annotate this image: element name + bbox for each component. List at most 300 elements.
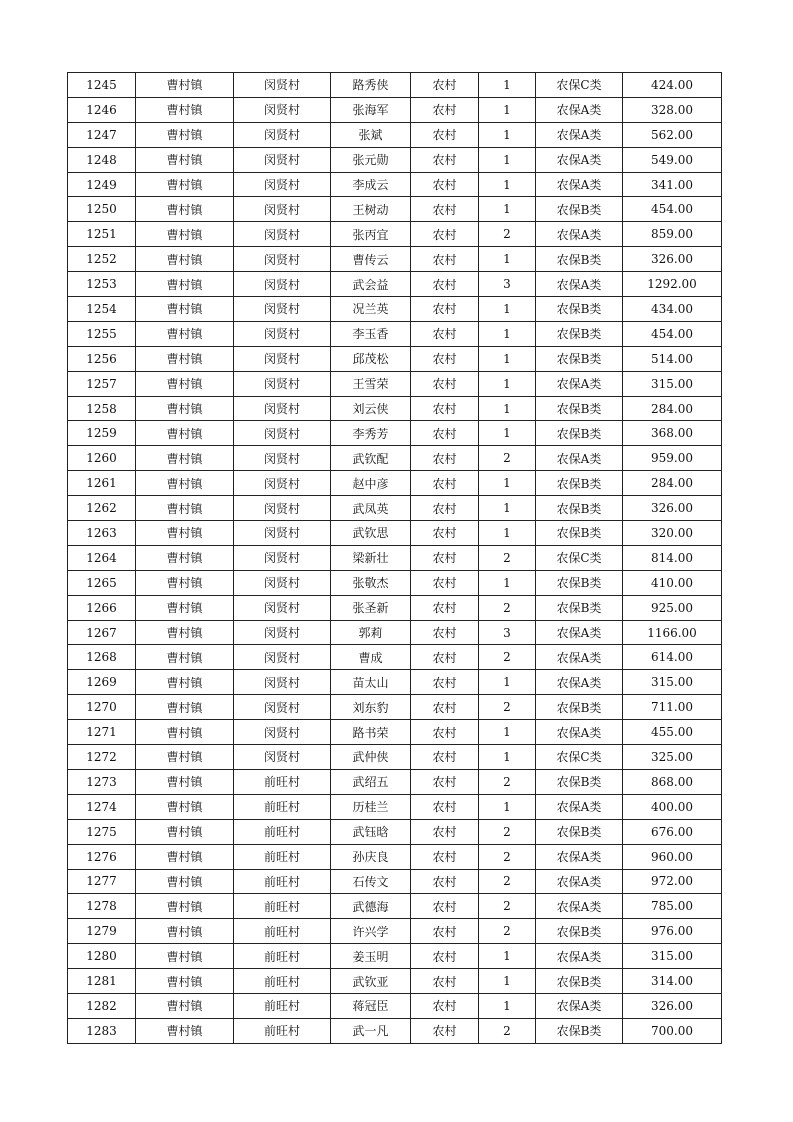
cell-village: 闵贤村	[234, 570, 331, 595]
cell-name: 张圣新	[331, 595, 411, 620]
cell-amount: 284.00	[623, 471, 722, 496]
cell-village: 前旺村	[234, 844, 331, 869]
table-row	[68, 247, 722, 272]
cell-name: 石传文	[331, 869, 411, 894]
table-row	[68, 595, 722, 620]
cell-insurance-category: 农保A类	[536, 172, 623, 197]
cell-amount: 326.00	[623, 993, 722, 1018]
cell-people-count: 1	[479, 720, 536, 745]
cell-name: 武会益	[331, 272, 411, 297]
cell-people-count: 2	[479, 222, 536, 247]
cell-name: 武绍五	[331, 769, 411, 794]
cell-insurance-category: 农保A类	[536, 720, 623, 745]
cell-household-type: 农村	[411, 720, 479, 745]
table-row	[68, 645, 722, 670]
cell-town: 曹村镇	[136, 222, 234, 247]
cell-people-count: 2	[479, 769, 536, 794]
cell-people-count: 1	[479, 521, 536, 546]
cell-people-count: 2	[479, 545, 536, 570]
cell-amount: 368.00	[623, 421, 722, 446]
cell-amount: 562.00	[623, 122, 722, 147]
cell-insurance-category: 农保B类	[536, 969, 623, 994]
cell-village: 闵贤村	[234, 421, 331, 446]
cell-row-number: 1270	[68, 695, 136, 720]
cell-village: 闵贤村	[234, 720, 331, 745]
cell-insurance-category: 农保B类	[536, 247, 623, 272]
cell-people-count: 2	[479, 645, 536, 670]
cell-insurance-category: 农保A类	[536, 371, 623, 396]
cell-insurance-category: 农保C类	[536, 73, 623, 98]
cell-town: 曹村镇	[136, 993, 234, 1018]
cell-insurance-category: 农保B类	[536, 595, 623, 620]
cell-name: 刘东豹	[331, 695, 411, 720]
table-row	[68, 197, 722, 222]
cell-town: 曹村镇	[136, 844, 234, 869]
cell-row-number: 1267	[68, 620, 136, 645]
cell-people-count: 1	[479, 944, 536, 969]
cell-amount: 1166.00	[623, 620, 722, 645]
cell-village: 闵贤村	[234, 222, 331, 247]
cell-name: 武凤英	[331, 496, 411, 521]
cell-town: 曹村镇	[136, 371, 234, 396]
cell-town: 曹村镇	[136, 147, 234, 172]
cell-household-type: 农村	[411, 745, 479, 770]
cell-insurance-category: 农保A类	[536, 446, 623, 471]
cell-town: 曹村镇	[136, 769, 234, 794]
cell-household-type: 农村	[411, 993, 479, 1018]
cell-insurance-category: 农保A类	[536, 894, 623, 919]
cell-household-type: 农村	[411, 645, 479, 670]
cell-town: 曹村镇	[136, 396, 234, 421]
cell-village: 闵贤村	[234, 545, 331, 570]
cell-town: 曹村镇	[136, 894, 234, 919]
cell-insurance-category: 农保B类	[536, 570, 623, 595]
cell-row-number: 1258	[68, 396, 136, 421]
table-row	[68, 222, 722, 247]
cell-amount: 925.00	[623, 595, 722, 620]
cell-town: 曹村镇	[136, 620, 234, 645]
cell-name: 李玉香	[331, 321, 411, 346]
cell-town: 曹村镇	[136, 570, 234, 595]
table-row	[68, 894, 722, 919]
cell-people-count: 1	[479, 147, 536, 172]
cell-people-count: 1	[479, 172, 536, 197]
cell-row-number: 1275	[68, 819, 136, 844]
cell-people-count: 1	[479, 122, 536, 147]
cell-amount: 320.00	[623, 521, 722, 546]
cell-name: 武钦亚	[331, 969, 411, 994]
cell-name: 张丙宜	[331, 222, 411, 247]
cell-people-count: 1	[479, 297, 536, 322]
cell-village: 闵贤村	[234, 645, 331, 670]
cell-name: 路书荣	[331, 720, 411, 745]
cell-town: 曹村镇	[136, 869, 234, 894]
table-row	[68, 794, 722, 819]
cell-people-count: 1	[479, 73, 536, 98]
cell-town: 曹村镇	[136, 197, 234, 222]
cell-row-number: 1273	[68, 769, 136, 794]
cell-village: 前旺村	[234, 993, 331, 1018]
cell-village: 闵贤村	[234, 73, 331, 98]
cell-town: 曹村镇	[136, 969, 234, 994]
cell-village: 闵贤村	[234, 496, 331, 521]
cell-row-number: 1268	[68, 645, 136, 670]
cell-town: 曹村镇	[136, 297, 234, 322]
cell-insurance-category: 农保A类	[536, 670, 623, 695]
cell-name: 许兴学	[331, 919, 411, 944]
cell-town: 曹村镇	[136, 73, 234, 98]
cell-household-type: 农村	[411, 272, 479, 297]
cell-name: 张海军	[331, 97, 411, 122]
cell-village: 前旺村	[234, 944, 331, 969]
cell-insurance-category: 农保B类	[536, 496, 623, 521]
cell-row-number: 1261	[68, 471, 136, 496]
cell-village: 闵贤村	[234, 471, 331, 496]
cell-people-count: 1	[479, 969, 536, 994]
table-row	[68, 620, 722, 645]
table-row	[68, 545, 722, 570]
table-row	[68, 97, 722, 122]
cell-insurance-category: 农保A类	[536, 645, 623, 670]
table-row	[68, 321, 722, 346]
cell-household-type: 农村	[411, 97, 479, 122]
cell-town: 曹村镇	[136, 446, 234, 471]
cell-row-number: 1269	[68, 670, 136, 695]
cell-insurance-category: 农保A类	[536, 272, 623, 297]
cell-people-count: 2	[479, 894, 536, 919]
cell-town: 曹村镇	[136, 794, 234, 819]
cell-row-number: 1277	[68, 869, 136, 894]
cell-village: 闵贤村	[234, 670, 331, 695]
cell-people-count: 1	[479, 371, 536, 396]
cell-people-count: 2	[479, 446, 536, 471]
cell-town: 曹村镇	[136, 521, 234, 546]
cell-row-number: 1249	[68, 172, 136, 197]
cell-village: 前旺村	[234, 819, 331, 844]
cell-town: 曹村镇	[136, 471, 234, 496]
cell-row-number: 1265	[68, 570, 136, 595]
cell-household-type: 农村	[411, 521, 479, 546]
table-row	[68, 371, 722, 396]
cell-amount: 424.00	[623, 73, 722, 98]
cell-insurance-category: 农保C类	[536, 545, 623, 570]
cell-people-count: 3	[479, 620, 536, 645]
cell-row-number: 1252	[68, 247, 136, 272]
cell-village: 前旺村	[234, 894, 331, 919]
cell-village: 前旺村	[234, 969, 331, 994]
cell-row-number: 1263	[68, 521, 136, 546]
cell-household-type: 农村	[411, 446, 479, 471]
cell-row-number: 1279	[68, 919, 136, 944]
cell-insurance-category: 农保C类	[536, 745, 623, 770]
cell-people-count: 1	[479, 993, 536, 1018]
cell-name: 张斌	[331, 122, 411, 147]
cell-amount: 676.00	[623, 819, 722, 844]
cell-name: 武钰晗	[331, 819, 411, 844]
cell-town: 曹村镇	[136, 321, 234, 346]
cell-household-type: 农村	[411, 122, 479, 147]
cell-row-number: 1264	[68, 545, 136, 570]
cell-household-type: 农村	[411, 371, 479, 396]
cell-name: 李成云	[331, 172, 411, 197]
table-row	[68, 446, 722, 471]
cell-insurance-category: 农保A类	[536, 147, 623, 172]
cell-amount: 454.00	[623, 321, 722, 346]
cell-amount: 455.00	[623, 720, 722, 745]
cell-name: 孙庆良	[331, 844, 411, 869]
cell-insurance-category: 农保A类	[536, 222, 623, 247]
cell-people-count: 2	[479, 844, 536, 869]
cell-household-type: 农村	[411, 695, 479, 720]
table-row	[68, 844, 722, 869]
cell-people-count: 2	[479, 595, 536, 620]
cell-row-number: 1271	[68, 720, 136, 745]
cell-household-type: 农村	[411, 421, 479, 446]
cell-town: 曹村镇	[136, 645, 234, 670]
cell-name: 路秀侠	[331, 73, 411, 98]
cell-amount: 454.00	[623, 197, 722, 222]
cell-insurance-category: 农保A类	[536, 122, 623, 147]
cell-people-count: 1	[479, 421, 536, 446]
cell-amount: 785.00	[623, 894, 722, 919]
cell-name: 曹成	[331, 645, 411, 670]
cell-town: 曹村镇	[136, 122, 234, 147]
cell-amount: 326.00	[623, 496, 722, 521]
cell-household-type: 农村	[411, 570, 479, 595]
cell-household-type: 农村	[411, 869, 479, 894]
cell-name: 武钦思	[331, 521, 411, 546]
cell-household-type: 农村	[411, 222, 479, 247]
table-row	[68, 346, 722, 371]
cell-name: 王树动	[331, 197, 411, 222]
cell-insurance-category: 农保A类	[536, 944, 623, 969]
cell-village: 闵贤村	[234, 272, 331, 297]
table-row	[68, 869, 722, 894]
table-row	[68, 396, 722, 421]
cell-amount: 514.00	[623, 346, 722, 371]
table-row	[68, 745, 722, 770]
cell-insurance-category: 农保B类	[536, 396, 623, 421]
cell-village: 闵贤村	[234, 620, 331, 645]
cell-name: 况兰英	[331, 297, 411, 322]
cell-town: 曹村镇	[136, 819, 234, 844]
cell-people-count: 1	[479, 346, 536, 371]
cell-amount: 434.00	[623, 297, 722, 322]
cell-amount: 284.00	[623, 396, 722, 421]
cell-insurance-category: 农保B类	[536, 521, 623, 546]
cell-insurance-category: 农保B类	[536, 346, 623, 371]
cell-people-count: 2	[479, 695, 536, 720]
cell-village: 闵贤村	[234, 521, 331, 546]
cell-household-type: 农村	[411, 670, 479, 695]
table-row	[68, 421, 722, 446]
cell-village: 前旺村	[234, 794, 331, 819]
table-row	[68, 471, 722, 496]
cell-household-type: 农村	[411, 944, 479, 969]
cell-amount: 325.00	[623, 745, 722, 770]
cell-household-type: 农村	[411, 620, 479, 645]
cell-town: 曹村镇	[136, 670, 234, 695]
cell-town: 曹村镇	[136, 172, 234, 197]
cell-name: 李秀芳	[331, 421, 411, 446]
cell-household-type: 农村	[411, 545, 479, 570]
cell-insurance-category: 农保A类	[536, 993, 623, 1018]
cell-household-type: 农村	[411, 346, 479, 371]
cell-row-number: 1280	[68, 944, 136, 969]
cell-village: 闵贤村	[234, 297, 331, 322]
cell-people-count: 1	[479, 321, 536, 346]
table-row	[68, 496, 722, 521]
cell-name: 刘云侠	[331, 396, 411, 421]
cell-insurance-category: 农保B类	[536, 819, 623, 844]
cell-town: 曹村镇	[136, 745, 234, 770]
cell-town: 曹村镇	[136, 272, 234, 297]
cell-amount: 549.00	[623, 147, 722, 172]
cell-row-number: 1281	[68, 969, 136, 994]
cell-row-number: 1274	[68, 794, 136, 819]
cell-row-number: 1248	[68, 147, 136, 172]
cell-row-number: 1259	[68, 421, 136, 446]
cell-town: 曹村镇	[136, 545, 234, 570]
cell-amount: 326.00	[623, 247, 722, 272]
cell-household-type: 农村	[411, 147, 479, 172]
cell-name: 蒋冠臣	[331, 993, 411, 1018]
table-row	[68, 521, 722, 546]
cell-household-type: 农村	[411, 172, 479, 197]
cell-row-number: 1255	[68, 321, 136, 346]
cell-household-type: 农村	[411, 595, 479, 620]
cell-people-count: 1	[479, 570, 536, 595]
cell-row-number: 1246	[68, 97, 136, 122]
cell-town: 曹村镇	[136, 695, 234, 720]
table-row	[68, 73, 722, 98]
table-row	[68, 147, 722, 172]
cell-village: 闵贤村	[234, 371, 331, 396]
cell-insurance-category: 农保B类	[536, 421, 623, 446]
cell-insurance-category: 农保B类	[536, 695, 623, 720]
cell-amount: 976.00	[623, 919, 722, 944]
cell-name: 郭莉	[331, 620, 411, 645]
table-row	[68, 297, 722, 322]
cell-amount: 868.00	[623, 769, 722, 794]
cell-town: 曹村镇	[136, 720, 234, 745]
cell-insurance-category: 农保A类	[536, 620, 623, 645]
cell-people-count: 1	[479, 670, 536, 695]
cell-name: 邱茂松	[331, 346, 411, 371]
cell-household-type: 农村	[411, 769, 479, 794]
cell-household-type: 农村	[411, 844, 479, 869]
cell-household-type: 农村	[411, 297, 479, 322]
cell-amount: 314.00	[623, 969, 722, 994]
cell-amount: 1292.00	[623, 272, 722, 297]
cell-name: 曹传云	[331, 247, 411, 272]
cell-people-count: 2	[479, 869, 536, 894]
cell-name: 张敬杰	[331, 570, 411, 595]
cell-insurance-category: 农保A类	[536, 869, 623, 894]
cell-household-type: 农村	[411, 496, 479, 521]
cell-village: 闵贤村	[234, 147, 331, 172]
cell-name: 梁新壮	[331, 545, 411, 570]
cell-insurance-category: 农保B类	[536, 321, 623, 346]
cell-town: 曹村镇	[136, 1018, 234, 1043]
cell-amount: 960.00	[623, 844, 722, 869]
cell-row-number: 1276	[68, 844, 136, 869]
cell-town: 曹村镇	[136, 595, 234, 620]
cell-village: 闵贤村	[234, 346, 331, 371]
cell-village: 闵贤村	[234, 745, 331, 770]
cell-row-number: 1262	[68, 496, 136, 521]
cell-amount: 972.00	[623, 869, 722, 894]
table-row	[68, 944, 722, 969]
cell-insurance-category: 农保A类	[536, 794, 623, 819]
cell-amount: 711.00	[623, 695, 722, 720]
cell-amount: 315.00	[623, 670, 722, 695]
cell-town: 曹村镇	[136, 346, 234, 371]
cell-town: 曹村镇	[136, 97, 234, 122]
cell-row-number: 1272	[68, 745, 136, 770]
cell-village: 闵贤村	[234, 446, 331, 471]
cell-amount: 328.00	[623, 97, 722, 122]
cell-row-number: 1251	[68, 222, 136, 247]
cell-household-type: 农村	[411, 197, 479, 222]
cell-household-type: 农村	[411, 919, 479, 944]
cell-town: 曹村镇	[136, 421, 234, 446]
cell-row-number: 1245	[68, 73, 136, 98]
cell-amount: 315.00	[623, 371, 722, 396]
cell-village: 前旺村	[234, 919, 331, 944]
table-row	[68, 993, 722, 1018]
cell-village: 闵贤村	[234, 247, 331, 272]
cell-row-number: 1256	[68, 346, 136, 371]
cell-name: 赵中彦	[331, 471, 411, 496]
cell-village: 闵贤村	[234, 172, 331, 197]
cell-row-number: 1282	[68, 993, 136, 1018]
cell-amount: 614.00	[623, 645, 722, 670]
cell-name: 王雪荣	[331, 371, 411, 396]
cell-name: 历桂兰	[331, 794, 411, 819]
cell-row-number: 1278	[68, 894, 136, 919]
cell-town: 曹村镇	[136, 247, 234, 272]
cell-row-number: 1250	[68, 197, 136, 222]
cell-household-type: 农村	[411, 471, 479, 496]
cell-name: 武德海	[331, 894, 411, 919]
cell-insurance-category: 农保B类	[536, 197, 623, 222]
cell-people-count: 1	[479, 745, 536, 770]
cell-insurance-category: 农保B类	[536, 1018, 623, 1043]
table-row	[68, 570, 722, 595]
table-row	[68, 172, 722, 197]
cell-people-count: 1	[479, 97, 536, 122]
cell-amount: 315.00	[623, 944, 722, 969]
cell-people-count: 1	[479, 471, 536, 496]
cell-village: 前旺村	[234, 769, 331, 794]
cell-row-number: 1257	[68, 371, 136, 396]
cell-amount: 341.00	[623, 172, 722, 197]
cell-household-type: 农村	[411, 73, 479, 98]
cell-people-count: 1	[479, 496, 536, 521]
cell-row-number: 1260	[68, 446, 136, 471]
table-row	[68, 769, 722, 794]
cell-amount: 859.00	[623, 222, 722, 247]
cell-village: 闵贤村	[234, 197, 331, 222]
cell-village: 闵贤村	[234, 695, 331, 720]
table-row	[68, 1018, 722, 1043]
table-row	[68, 670, 722, 695]
cell-row-number: 1253	[68, 272, 136, 297]
cell-village: 闵贤村	[234, 122, 331, 147]
table-row	[68, 122, 722, 147]
cell-name: 苗太山	[331, 670, 411, 695]
